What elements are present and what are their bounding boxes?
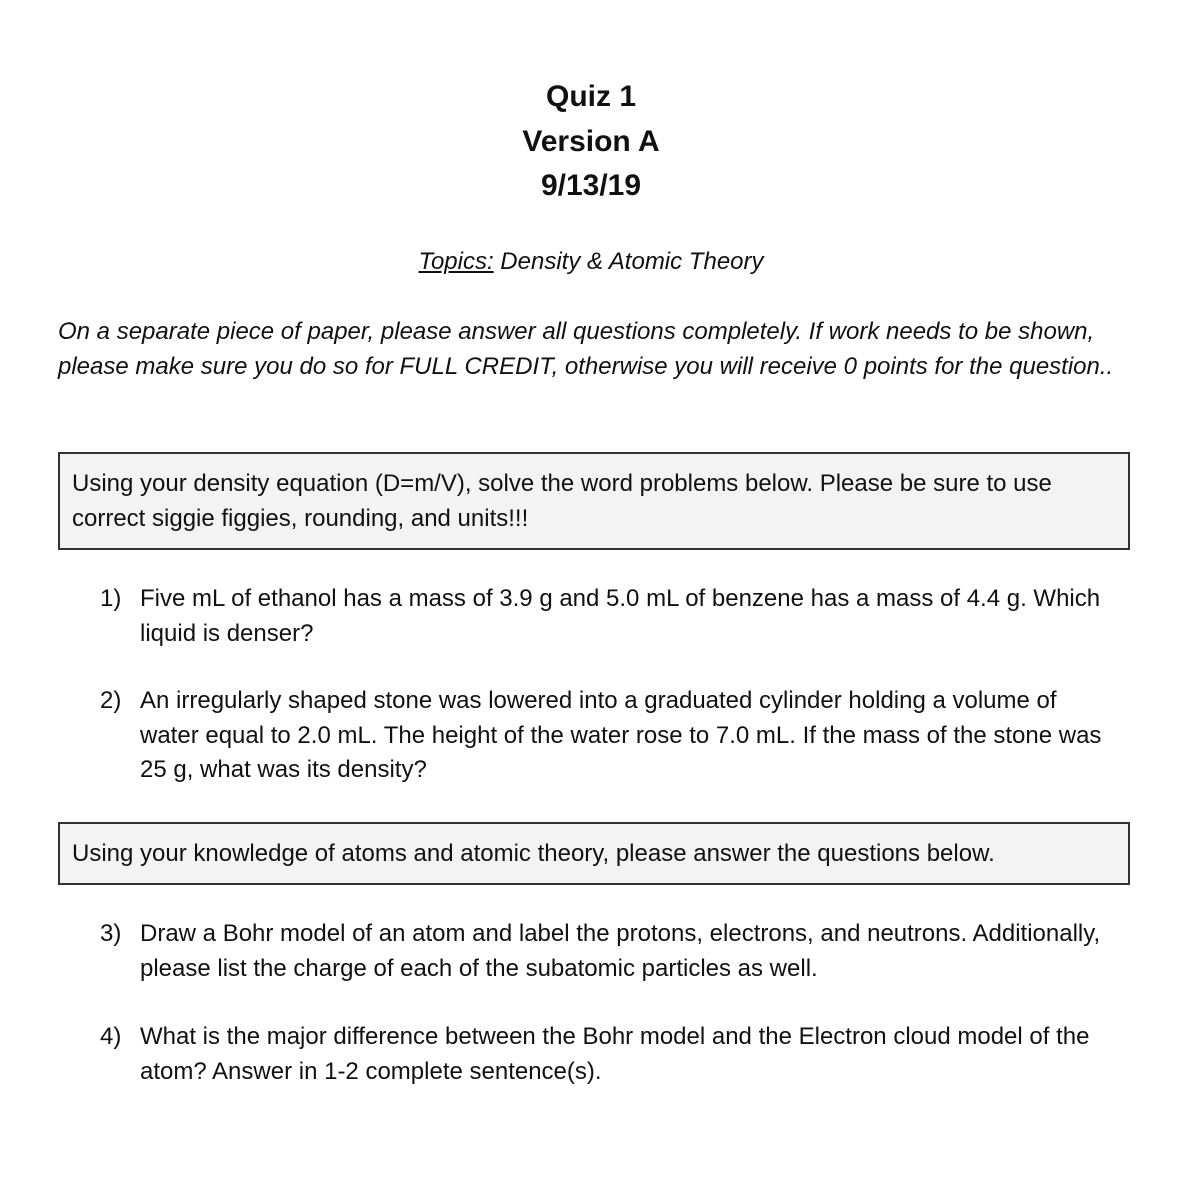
question-text: Five mL of ethanol has a mass of 3.9 g and 5.0 mL of benzene has a mass of 4.4 g. Which liquid is denser? bbox=[140, 585, 1101, 647]
quiz-date: 9/13/19 bbox=[540, 169, 642, 202]
section-instruction-atomic: Using your knowledge of atoms and atomic theory, please answer the questions below. bbox=[58, 822, 1130, 885]
question-3 bbox=[100, 917, 1110, 986]
section-instruction-density: Using your density equation (D=m/V), solve the word problems below. Please be sure to use correct siggie figgies, rounding, and units!!! bbox=[58, 452, 1130, 550]
quiz-version: Version A bbox=[522, 125, 660, 158]
question-number: 1) bbox=[100, 585, 122, 612]
instructions-paragraph: On a separate piece of paper, please answer all questions completely. If work needs to be shown, please make sure you do so for FULL CREDIT, otherwise you will receive 0 points for the question.. bbox=[58, 318, 1114, 380]
question-4 bbox=[100, 1020, 1110, 1089]
topics-label: Topics: bbox=[418, 248, 494, 275]
question-2 bbox=[100, 684, 1110, 788]
question-text: Draw a Bohr model of an atom and label the protons, electrons, and neutrons. Additionally, please list the charge of each of the subatomic particles as well. bbox=[140, 920, 1101, 982]
question-number: 3) bbox=[100, 920, 122, 947]
question-number: 4) bbox=[100, 1023, 122, 1050]
topics-value: Density & Atomic Theory bbox=[493, 248, 764, 275]
question-1 bbox=[100, 582, 1110, 651]
question-text: What is the major difference between the Bohr model and the Electron cloud model of the atom? Answer in 1-2 complete sentence(s). bbox=[140, 1023, 1090, 1085]
question-text: An irregularly shaped stone was lowered into a graduated cylinder holding a volume of water equal to 2.0 mL. The height of the water rose to 7.0 mL. If the mass of the stone was 25 g, what was its density? bbox=[140, 687, 1102, 783]
quiz-title: Quiz 1 bbox=[545, 80, 636, 113]
question-number: 2) bbox=[100, 687, 122, 714]
topics-line bbox=[0, 248, 1182, 276]
